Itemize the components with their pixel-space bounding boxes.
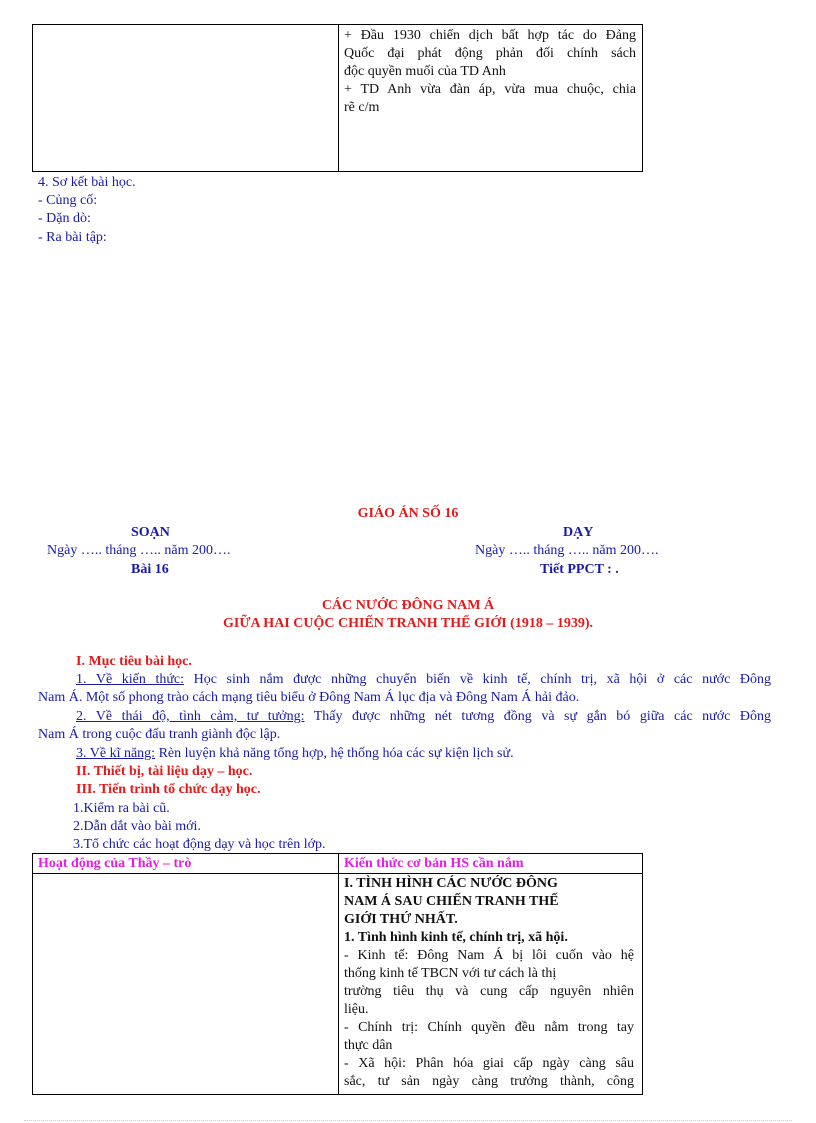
prepared-date: Ngày ….. tháng ….. năm 200…. — [47, 543, 231, 558]
process-step-3: 3.Tổ chức các hoạt động dạy và học trên lớp. — [73, 837, 326, 852]
table-column-divider — [338, 854, 339, 1094]
section-title-line: I. TÌNH HÌNH CÁC NƯỚC ĐÔNG — [344, 876, 558, 891]
knowledge-label: 1. Về kiến thức: — [76, 672, 185, 687]
knowledge-paragraph-line-2: Nam Á. Một số phong trào cách mạng tiêu biểu ở Đông Nam Á lục địa và Đông Nam Á hải đảo. — [38, 690, 580, 705]
attitude-paragraph-line-2: Nam Á trong cuộc đấu tranh giành độc lập. — [38, 727, 281, 742]
content-line: sắc, tư sản ngày càng trưởng thành, công — [344, 1074, 634, 1089]
summary-item-consolidate: - Củng cố: — [38, 193, 98, 208]
taught-heading: DẠY — [563, 525, 594, 540]
cell-line: + TD Anh vừa đàn áp, vừa mua chuộc, chia — [344, 82, 636, 97]
cell-line: Quốc đại phát động phản đối chính sách — [344, 46, 636, 61]
content-line: - Kinh tế: Đông Nam Á bị lôi cuốn vào hệ — [344, 948, 634, 963]
skills-paragraph — [76, 745, 514, 763]
lesson-number: Bài 16 — [131, 562, 169, 577]
page-bottom-rule — [24, 1120, 792, 1121]
skills-text: Rèn luyện khả năng tổng hợp, hệ thống hóa các sự kiện lịch sử. — [155, 746, 514, 761]
top-table — [32, 24, 643, 172]
lesson-title-line-2: GIỮA HAI CUỘC CHIẾN TRANH THẾ GIỚI (1918 – 1939). — [222, 616, 593, 631]
equipment-heading: II. Thiết bị, tài liệu dạy – học. — [76, 764, 253, 779]
process-step-1: 1.Kiểm ra bài cũ. — [73, 801, 170, 816]
prepared-heading: SOẠN — [131, 525, 170, 540]
summary-heading: 4. Sơ kết bài học. — [38, 175, 136, 190]
process-heading: III. Tiến trình tổ chức dạy học. — [76, 782, 261, 797]
top-table-right-cell — [344, 27, 636, 117]
content-line: thống kinh tế TBCN với tư cách là thị — [344, 966, 557, 981]
section-title-line: GIỚI THỨ NHẤT. — [344, 912, 458, 927]
lesson-title-line-1: CÁC NƯỚC ĐÔNG NAM Á — [321, 598, 495, 613]
knowledge-text: Học sinh nắm được những chuyển biến về kinh tế, chính trị, xã hội ở các nước Đông — [184, 672, 771, 687]
process-step-2: 2.Dẫn dắt vào bài mới. — [73, 819, 201, 834]
content-line: - Chính trị: Chính quyền đều nằm trong tay — [344, 1020, 634, 1035]
content-line: - Xã hội: Phân hóa giai cấp ngày càng sâu — [344, 1056, 634, 1071]
attitude-text: Thấy được những nét tương đồng và sự gắn bó giữa các nước Đông — [304, 709, 771, 724]
table-column-divider — [338, 25, 339, 171]
subsection-title: 1. Tình hình kinh tế, chính trị, xã hội. — [344, 930, 568, 945]
section-title-line: NAM Á SAU CHIẾN TRANH THẾ — [344, 894, 559, 909]
knowledge-cell — [344, 875, 634, 1091]
skills-label: 3. Về kĩ năng: — [76, 746, 156, 761]
objectives-heading: I. Mục tiêu bài học. — [76, 654, 192, 669]
lesson-plan-title: GIÁO ÁN SỐ 16 — [357, 506, 459, 521]
content-line: trường tiêu thụ và cung cấp nguyên nhiên — [344, 984, 634, 999]
summary-item-instructions: - Dặn dò: — [38, 211, 91, 226]
cell-line: rẽ c/m — [344, 100, 380, 115]
column-header-knowledge: Kiến thức cơ bản HS cần nắm — [344, 856, 524, 871]
activities-table — [32, 853, 643, 1095]
period-number: Tiết PPCT : . — [540, 562, 619, 577]
cell-line: + Đầu 1930 chiến dịch bất hợp tác do Đảng — [344, 28, 636, 43]
taught-date: Ngày ….. tháng ….. năm 200…. — [475, 543, 659, 558]
column-header-activities: Hoạt động của Thầy – trò — [38, 856, 192, 871]
attitude-label: 2. Về thái độ, tình cảm, tư tưởng: — [76, 709, 305, 724]
cell-line: độc quyền muối của TD Anh — [344, 64, 506, 79]
content-line: liệu. — [344, 1002, 369, 1017]
content-line: thực dân — [344, 1038, 393, 1053]
knowledge-paragraph-line-1 — [76, 671, 771, 689]
summary-item-homework: - Ra bài tập: — [38, 230, 107, 245]
attitude-paragraph-line-1 — [76, 708, 771, 726]
